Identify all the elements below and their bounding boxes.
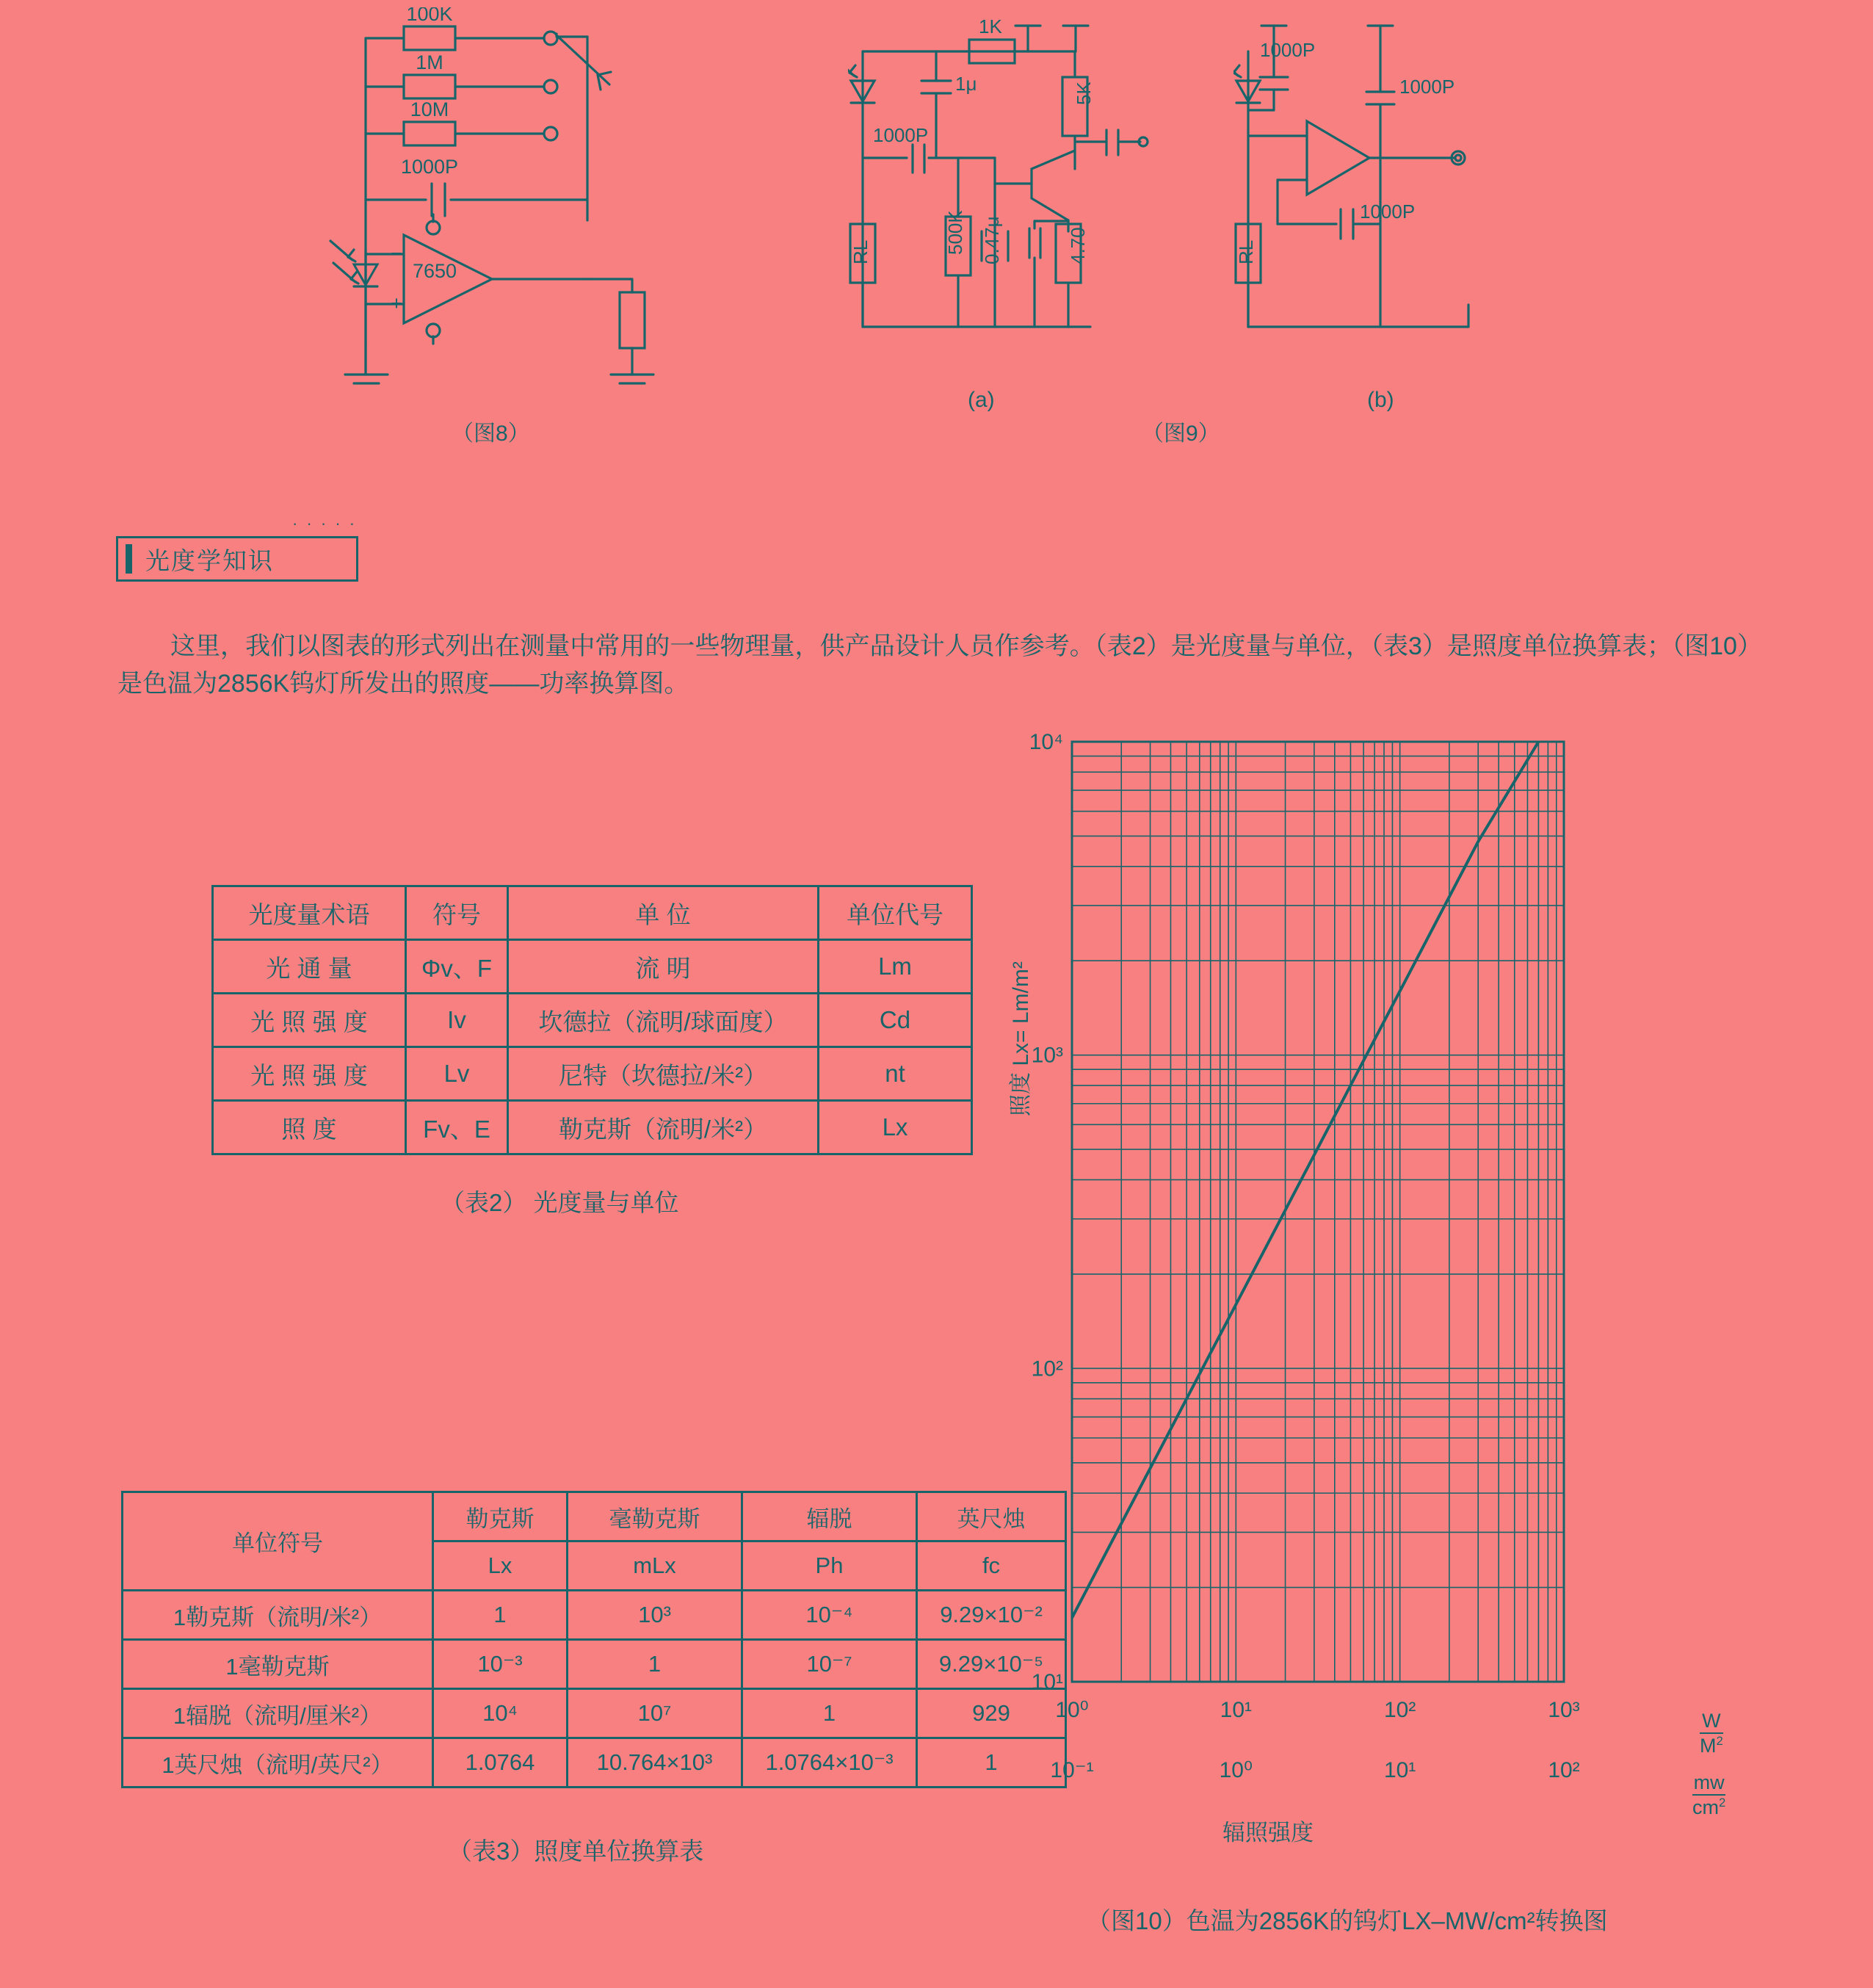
table3-header-cell: 毫勒克斯 bbox=[568, 1492, 742, 1541]
table3-cell: 9.29×10⁻⁵ bbox=[917, 1640, 1066, 1689]
table3-symbol-cell: Lx bbox=[433, 1541, 568, 1591]
section-paragraph bbox=[117, 628, 1762, 703]
table3-cell: 10.764×10³ bbox=[568, 1738, 742, 1788]
section-heading-label: 光度学知识 bbox=[145, 546, 274, 574]
table3-caption: （表3）照度单位换算表 bbox=[448, 1837, 704, 1865]
table-row bbox=[123, 1640, 1066, 1689]
table3-row-label: 1勒克斯（流明/米²） bbox=[123, 1591, 433, 1640]
figure-9a-schematic bbox=[848, 11, 1156, 393]
table2-cell: Φv、F bbox=[406, 940, 508, 994]
table3-symbol-cell: mLx bbox=[568, 1541, 742, 1591]
table3-cell: 1.0764×10⁻³ bbox=[742, 1738, 917, 1788]
table2-cell: 光 通 量 bbox=[213, 940, 406, 994]
svg-text:10⁰: 10⁰ bbox=[1219, 1758, 1253, 1782]
table3-cell: 10⁻⁴ bbox=[742, 1591, 917, 1640]
svg-text:10⁻¹: 10⁻¹ bbox=[1050, 1758, 1094, 1782]
table3-header-cell: 辐脱 bbox=[742, 1492, 917, 1541]
svg-text:10¹: 10¹ bbox=[1031, 1670, 1063, 1694]
svg-text:−: − bbox=[391, 242, 402, 264]
table2-cell: 流 明 bbox=[508, 940, 819, 994]
table2-caption: （表2） 光度量与单位 bbox=[441, 1189, 679, 1216]
table-row bbox=[123, 1591, 1066, 1640]
table3-symbol-cell: fc bbox=[917, 1541, 1066, 1591]
table3 bbox=[121, 1491, 1067, 1788]
svg-text:10¹: 10¹ bbox=[1383, 1758, 1416, 1782]
svg-text:10⁰: 10⁰ bbox=[1055, 1698, 1089, 1722]
figure-9b-sublabel: (b) bbox=[1367, 388, 1394, 412]
svg-text:500K: 500K bbox=[944, 210, 966, 255]
chart-x-unit-secondary-top: mw bbox=[1693, 1771, 1725, 1793]
figure-10-chart bbox=[1009, 720, 1836, 1895]
chart-x-unit-secondary bbox=[1692, 1771, 1725, 1819]
table-row bbox=[213, 994, 972, 1047]
svg-text:RL: RL bbox=[849, 239, 872, 264]
svg-text:5K: 5K bbox=[1073, 82, 1095, 105]
section-paragraph-text: 这里，我们以图表的形式列出在测量中常用的一些物理量，供产品设计人员作参考。（表2）是光度量与单位，（表3）是照度单位换算表；（图10）是色温为2856K钨灯所发出的照度——功率换算图。 bbox=[117, 632, 1762, 698]
chart-y-axis-label-text: 照度 Lx= Lm/m² bbox=[1009, 961, 1033, 1116]
svg-text:1000P: 1000P bbox=[1399, 76, 1455, 98]
table3-row-label: 1辐脱（流明/厘米²） bbox=[123, 1689, 433, 1738]
svg-text:1000P: 1000P bbox=[873, 124, 929, 146]
table3-header-cell: 勒克斯 bbox=[433, 1492, 568, 1541]
svg-text:1K: 1K bbox=[979, 15, 1002, 37]
section-heading-box bbox=[116, 536, 358, 582]
table3-cell: 1 bbox=[433, 1591, 568, 1640]
table3-header-cell: 英尺烛 bbox=[917, 1492, 1066, 1541]
table2-cell: 尼特（坎德拉/米²） bbox=[508, 1047, 819, 1101]
svg-text:1000P: 1000P bbox=[1260, 39, 1316, 61]
svg-text:1000P: 1000P bbox=[400, 156, 459, 178]
table2-cell: 光 照 强 度 bbox=[213, 994, 406, 1047]
figure-9a-sublabel: (a) bbox=[968, 388, 995, 412]
svg-text:10²: 10² bbox=[1031, 1356, 1063, 1381]
figure-8-caption: （图8） bbox=[452, 422, 530, 446]
table2-cell: Lx bbox=[819, 1101, 972, 1154]
table3-cell: 10⁷ bbox=[568, 1689, 742, 1738]
chart-x-unit-primary bbox=[1700, 1710, 1723, 1757]
table2-cell: 勒克斯（流明/米²） bbox=[508, 1101, 819, 1154]
table2-cell: 坎德拉（流明/球面度） bbox=[508, 994, 819, 1047]
svg-text:1M: 1M bbox=[416, 51, 443, 73]
svg-text:0.47μ: 0.47μ bbox=[981, 216, 1003, 264]
table3-cell: 1 bbox=[742, 1689, 917, 1738]
svg-text:+: + bbox=[391, 292, 402, 314]
table3-cell: 10⁻³ bbox=[433, 1640, 568, 1689]
table2-cell: nt bbox=[819, 1047, 972, 1101]
chart-x-unit-primary-bottom: $M^2$ bbox=[1700, 1734, 1723, 1757]
table2-cell: 光 照 强 度 bbox=[213, 1047, 406, 1101]
table2-container bbox=[211, 885, 973, 1155]
table-row bbox=[213, 1047, 972, 1101]
svg-text:10³: 10³ bbox=[1548, 1698, 1580, 1722]
svg-text:1000P: 1000P bbox=[1360, 200, 1416, 223]
table3-cell: 10³ bbox=[568, 1591, 742, 1640]
table2 bbox=[211, 885, 973, 1155]
table2-cell: Fv、E bbox=[406, 1101, 508, 1154]
svg-text:RL: RL bbox=[1235, 239, 1257, 264]
svg-text:100K: 100K bbox=[406, 7, 453, 25]
chart-x-axis-label: 辐照强度 bbox=[1222, 1820, 1314, 1846]
svg-text:10M: 10M bbox=[410, 98, 449, 120]
svg-text:10³: 10³ bbox=[1031, 1043, 1063, 1068]
table-row bbox=[123, 1738, 1066, 1788]
table2-header-cell: 光度量术语 bbox=[213, 886, 406, 940]
table3-corner-cell: 单位符号 bbox=[123, 1492, 433, 1591]
table3-container bbox=[121, 1491, 1067, 1788]
table3-row-label: 1毫勒克斯 bbox=[123, 1640, 433, 1689]
figure-9b-schematic bbox=[1233, 11, 1542, 393]
svg-text:10¹: 10¹ bbox=[1220, 1698, 1253, 1722]
table3-cell: 10⁻⁷ bbox=[742, 1640, 917, 1689]
figure-8-schematic bbox=[323, 7, 734, 419]
svg-text:1μ: 1μ bbox=[955, 73, 977, 95]
table3-cell: 9.29×10⁻² bbox=[917, 1591, 1066, 1640]
svg-text:10²: 10² bbox=[1383, 1698, 1416, 1722]
table2-cell: Cd bbox=[819, 994, 972, 1047]
table3-cell: 1 bbox=[917, 1738, 1066, 1788]
table3-cell: 1 bbox=[568, 1640, 742, 1689]
table-row bbox=[123, 1689, 1066, 1738]
table3-cell: 10⁴ bbox=[433, 1689, 568, 1738]
table-row bbox=[213, 1101, 972, 1154]
table3-cell: 1.0764 bbox=[433, 1738, 568, 1788]
svg-text:4.70: 4.70 bbox=[1067, 227, 1089, 264]
circuit-figures bbox=[0, 0, 1873, 455]
chart-y-axis-label bbox=[1002, 961, 1035, 1116]
table3-row-label: 1英尺烛（流明/英尺²） bbox=[123, 1738, 433, 1788]
table-header-row bbox=[213, 886, 972, 940]
figure-9-caption: （图9） bbox=[1142, 422, 1220, 446]
table2-header-cell: 符号 bbox=[406, 886, 508, 940]
table2-header-cell: 单 位 bbox=[508, 886, 819, 940]
svg-text:10⁴: 10⁴ bbox=[1029, 730, 1063, 754]
table3-cell: 929 bbox=[917, 1689, 1066, 1738]
svg-text:7650: 7650 bbox=[412, 260, 457, 282]
table3-symbol-cell: Ph bbox=[742, 1541, 917, 1591]
table2-cell: Iv bbox=[406, 994, 508, 1047]
table2-header-cell: 单位代号 bbox=[819, 886, 972, 940]
table2-cell: 照 度 bbox=[213, 1101, 406, 1154]
table2-cell: Lv bbox=[406, 1047, 508, 1101]
chart-x-unit-primary-top: W bbox=[1702, 1710, 1721, 1732]
table2-cell: Lm bbox=[819, 940, 972, 994]
svg-text:10²: 10² bbox=[1548, 1758, 1580, 1782]
table-row bbox=[213, 940, 972, 994]
chart-x-unit-secondary-bottom: $cm^2$ bbox=[1692, 1796, 1726, 1819]
figure-10-caption: （图10）色温为2856K的钨灯LX–MW/cm²转换图 bbox=[1087, 1907, 1608, 1934]
table-header-row bbox=[123, 1492, 1066, 1541]
heading-decoration-dots: · · · · · bbox=[292, 514, 358, 532]
